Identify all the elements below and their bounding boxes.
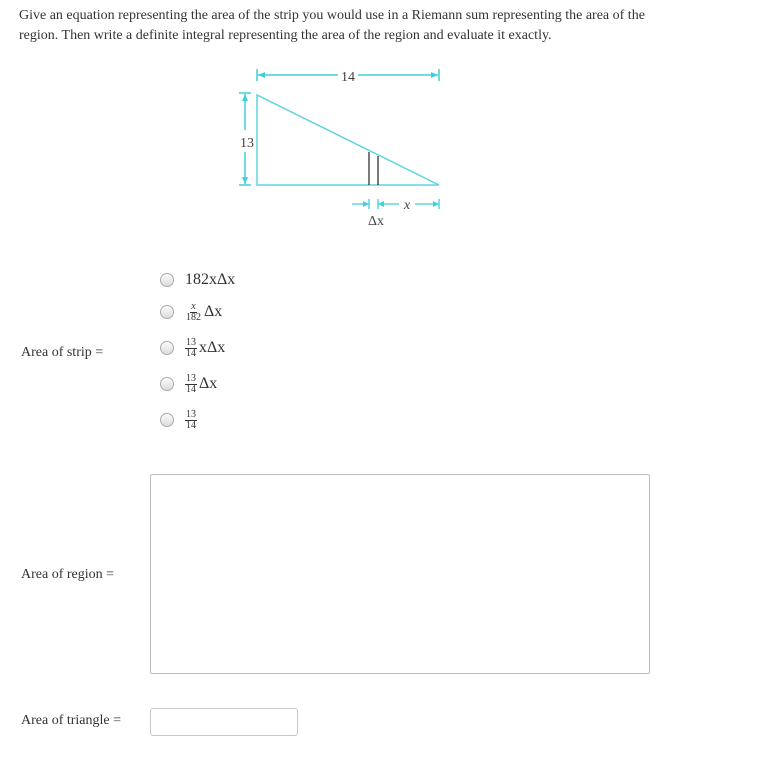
option-3-suffix: xΔx <box>199 339 226 356</box>
option-1-text: 182xΔx <box>185 271 236 288</box>
option-3-radio[interactable] <box>160 341 174 355</box>
question-text: Give an equation representing the area of the strip you would use in a Riemann sum representing the area of the region. Then write a definite integral representing the area of the region and evaluate it exactly. <box>19 8 645 43</box>
area-of-region-input[interactable] <box>150 474 650 674</box>
option-3-numerator: 13 <box>186 336 196 348</box>
area-of-triangle-input[interactable] <box>150 708 298 736</box>
option-2[interactable] <box>160 298 222 326</box>
option-5-denominator: 14 <box>186 419 196 431</box>
option-2-numerator: x <box>191 300 196 312</box>
option-5-radio[interactable] <box>160 413 174 427</box>
option-5[interactable] <box>160 406 199 434</box>
option-2-denominator: 182 <box>186 311 201 323</box>
area-of-strip-label: Area of strip = <box>21 345 104 360</box>
option-5-math <box>185 410 199 431</box>
strip-dimensions <box>352 199 439 209</box>
area-of-triangle-label: Area of triangle = <box>21 713 122 728</box>
triangle-diagram <box>230 62 460 234</box>
area-of-region-label: Area of region = <box>21 567 115 582</box>
option-3[interactable] <box>160 334 225 362</box>
option-1[interactable] <box>160 266 235 294</box>
option-5-numerator: 13 <box>186 408 196 420</box>
height-label: 13 <box>240 136 254 151</box>
option-2-radio[interactable] <box>160 305 174 319</box>
option-3-fraction <box>185 338 197 359</box>
option-4-radio[interactable] <box>160 377 174 391</box>
option-2-math <box>185 302 222 323</box>
riemann-strip <box>369 152 378 185</box>
triangle-region <box>257 95 439 185</box>
x-label: x <box>403 198 411 213</box>
option-2-fraction <box>185 302 202 323</box>
option-2-suffix: Δx <box>204 303 223 320</box>
option-3-denominator: 14 <box>186 347 196 359</box>
dx-label: Δx <box>367 214 385 229</box>
option-4-suffix: Δx <box>199 375 218 392</box>
option-4[interactable] <box>160 370 217 398</box>
option-4-math <box>185 374 217 395</box>
option-4-numerator: 13 <box>186 372 196 384</box>
width-label: 14 <box>341 70 355 85</box>
option-5-fraction <box>185 410 197 431</box>
option-1-radio[interactable] <box>160 273 174 287</box>
option-3-math <box>185 338 225 359</box>
option-4-denominator: 14 <box>186 383 196 395</box>
option-4-fraction <box>185 374 197 395</box>
